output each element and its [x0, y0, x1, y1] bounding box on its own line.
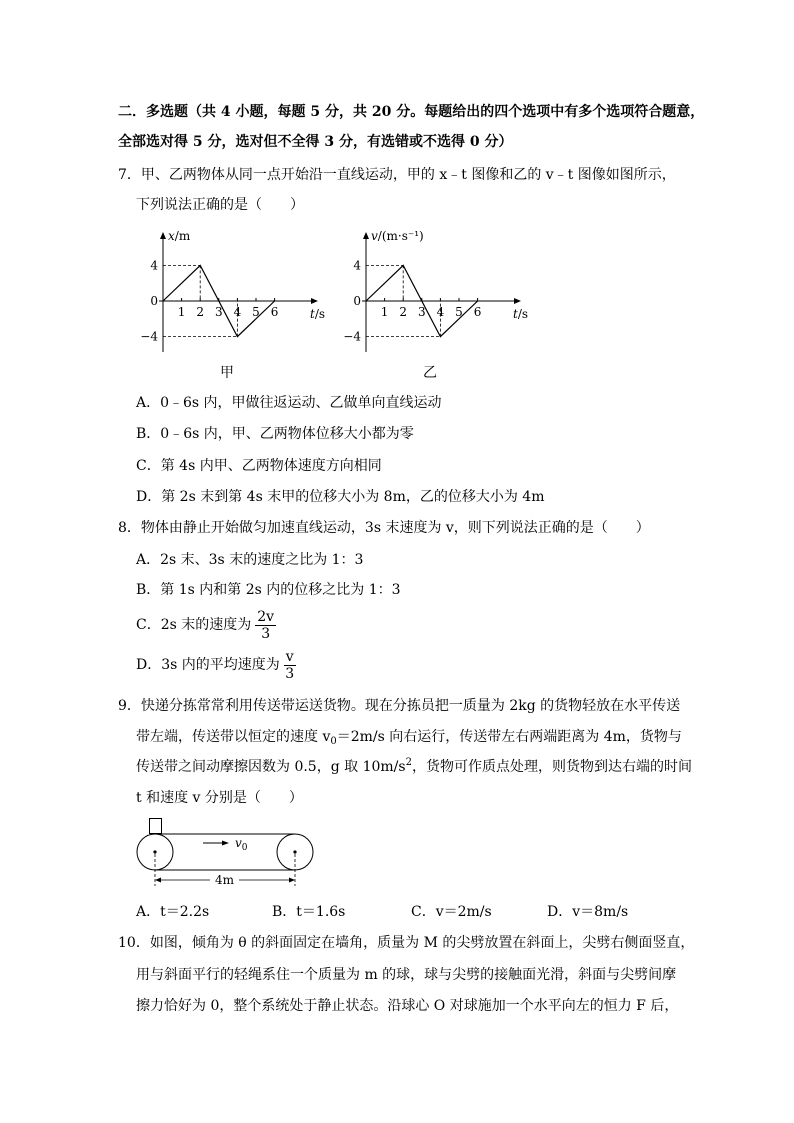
q8-option-d-text: D．3s 内的平均速度为 [136, 657, 280, 673]
x-tick-label: 6 [270, 305, 279, 319]
graph-caption: 乙 [423, 365, 437, 381]
x-tick-label: 6 [473, 305, 482, 319]
q9-stem-line-1: 9．快递分拣常常利用传送带运送货物。现在分拣员把一质量为 2kg 的货物轻放在水平传送 [118, 698, 681, 714]
y-tick-label: 4 [353, 258, 361, 273]
q9-option-d: D．v＝8m/s [547, 904, 629, 920]
q9-stem-line-4: t 和速度 v 分别是（ ） [136, 790, 303, 806]
y-axis-label [371, 229, 424, 243]
q9-stem-line-3-text: 传送带之间动摩擦因数为 0.5，g 取 10m/s [136, 759, 406, 775]
q9-stem-line-3-text-rest: ，货物可作质点处理，则货物到达右端的时间 [411, 759, 692, 775]
y-axis-arrowhead [363, 232, 369, 239]
fraction-numerator: 2v [257, 608, 275, 625]
cargo-box [150, 819, 162, 834]
y-axis-arrowhead [160, 232, 166, 239]
q9-option-a: A．t＝2.2s [136, 904, 210, 920]
x-axis-arrowhead [311, 298, 318, 304]
x-tick-label: 4 [436, 305, 445, 319]
dimension-arrowhead-left [155, 878, 161, 883]
q7-option-b: B．0﹣6s 内，甲、乙两物体位移大小都为零 [136, 426, 414, 442]
q7-stem-line-1: 7．甲、乙两物体从同一点开始沿一直线运动，甲的 x﹣t 图像和乙的 v﹣t 图像如图所示， [118, 167, 676, 183]
y-axis-unit: /(m·s⁻¹) [377, 229, 424, 243]
x-axis-label [513, 307, 528, 321]
q8-option-c-fraction [255, 609, 276, 642]
q8-option-b: B．第 1s 内和第 2s 内的位移之比为 1：3 [136, 582, 401, 598]
y-tick-label: 0 [353, 294, 361, 308]
x-tick-label: 3 [214, 305, 223, 319]
x-tick-label: 3 [417, 305, 426, 319]
x-axis-unit: /s [314, 307, 326, 321]
velocity-symbol: v [235, 836, 242, 850]
y-tick-label: −4 [140, 329, 158, 344]
fraction-denominator: 3 [261, 625, 271, 642]
q10-stem-line-2: 用与斜面平行的轻绳系住一个质量为 m 的球，球与尖劈的接触面光滑，斜面与尖劈间摩 [136, 967, 677, 983]
q9-option-c: C．v＝2m/s [411, 904, 492, 920]
q7-option-d: D．第 2s 末到第 4s 末甲的位移大小为 8m，乙的位移大小为 4m [136, 489, 545, 505]
x-axis-unit: /s [517, 307, 529, 321]
x-tick-label: 5 [252, 305, 260, 319]
section-heading-line-2: 全部选对得 5 分，选对但不全得 3 分，有选错或不选得 0 分） [118, 134, 513, 150]
right-pulley-axle [293, 850, 296, 853]
fraction-denominator: 3 [285, 665, 295, 682]
x-tick-label: 4 [233, 305, 242, 319]
q8-option-c [136, 607, 276, 643]
q9-stem-line-3 [136, 758, 692, 776]
x-tick-label: 2 [399, 305, 408, 319]
q7-graph-jia-x-t [135, 224, 335, 384]
y-axis-label [168, 229, 191, 243]
unit-exponent: 2 [405, 757, 412, 768]
y-tick-label: 4 [150, 258, 158, 273]
y-axis-unit: /m [174, 229, 191, 243]
x-axis-symbol: t [513, 307, 518, 321]
q9-conveyor-belt-diagram [130, 812, 325, 892]
q8-stem: 8．物体由静止开始做匀加速直线运动，3s 末速度为 v，则下列说法正确的是（ ） [118, 520, 650, 536]
y-axis-symbol: x [168, 229, 175, 243]
velocity-arrowhead [222, 841, 229, 846]
q10-stem-line-3: 擦力恰好为 0，整个系统处于静止状态。沿球心 O 对球施加一个水平向左的恒力 F 后， [136, 998, 679, 1014]
x-axis-arrowhead [514, 298, 521, 304]
velocity-subscript: 0 [241, 843, 248, 853]
q7-graph-yi-v-t [338, 224, 538, 384]
q7-stem-line-2: 下列说法正确的是（ ） [136, 197, 304, 213]
q8-option-c-text: C．2s 末的速度为 [136, 617, 252, 633]
q10-stem-line-1: 10．如图，倾角为 θ 的斜面固定在墙角，质量为 M 的尖劈放置在斜面上，尖劈右侧面竖直， [118, 935, 695, 951]
y-tick-label: 0 [150, 294, 158, 308]
velocity-label [235, 836, 248, 853]
y-tick-label: −4 [343, 329, 361, 344]
x-axis-label [310, 307, 325, 321]
q7-option-a: A．0﹣6s 内，甲做往返运动、乙做单向直线运动 [136, 395, 442, 411]
x-tick-label: 2 [196, 305, 205, 319]
x-axis-symbol: t [310, 307, 315, 321]
q8-option-d [136, 647, 296, 683]
x-tick-label: 1 [380, 305, 389, 319]
graph-caption: 甲 [220, 365, 234, 381]
q8-option-a: A．2s 末、3s 末的速度之比为 1：3 [136, 552, 364, 568]
q9-stem-line-2-text-rest: ＝2m/s 向右运行，传送带左右两端距离为 4m，货物与 [336, 729, 682, 745]
velocity-subscript: 0 [330, 736, 337, 747]
y-axis-symbol: v [371, 229, 378, 243]
distance-label: 4m [214, 873, 235, 887]
section-heading-line-1: 二．多选题（共 4 小题，每题 5 分，共 20 分。每题给出的四个选项中有多个选项符合题意， [118, 104, 705, 120]
q8-option-d-fraction [284, 649, 296, 682]
q9-stem-line-2-text: 带左端，传送带以恒定的速度 v [136, 729, 331, 745]
x-tick-label: 1 [177, 305, 186, 319]
fraction-numerator: v [285, 648, 294, 665]
left-pulley-axle [153, 850, 156, 853]
q9-option-b: B．t＝1.6s [272, 904, 346, 920]
q7-option-c: C．第 4s 内甲、乙两物体速度方向相同 [136, 458, 382, 474]
dimension-arrowhead-right [289, 878, 295, 883]
q9-stem-line-2 [136, 728, 682, 746]
x-tick-label: 5 [455, 305, 463, 319]
